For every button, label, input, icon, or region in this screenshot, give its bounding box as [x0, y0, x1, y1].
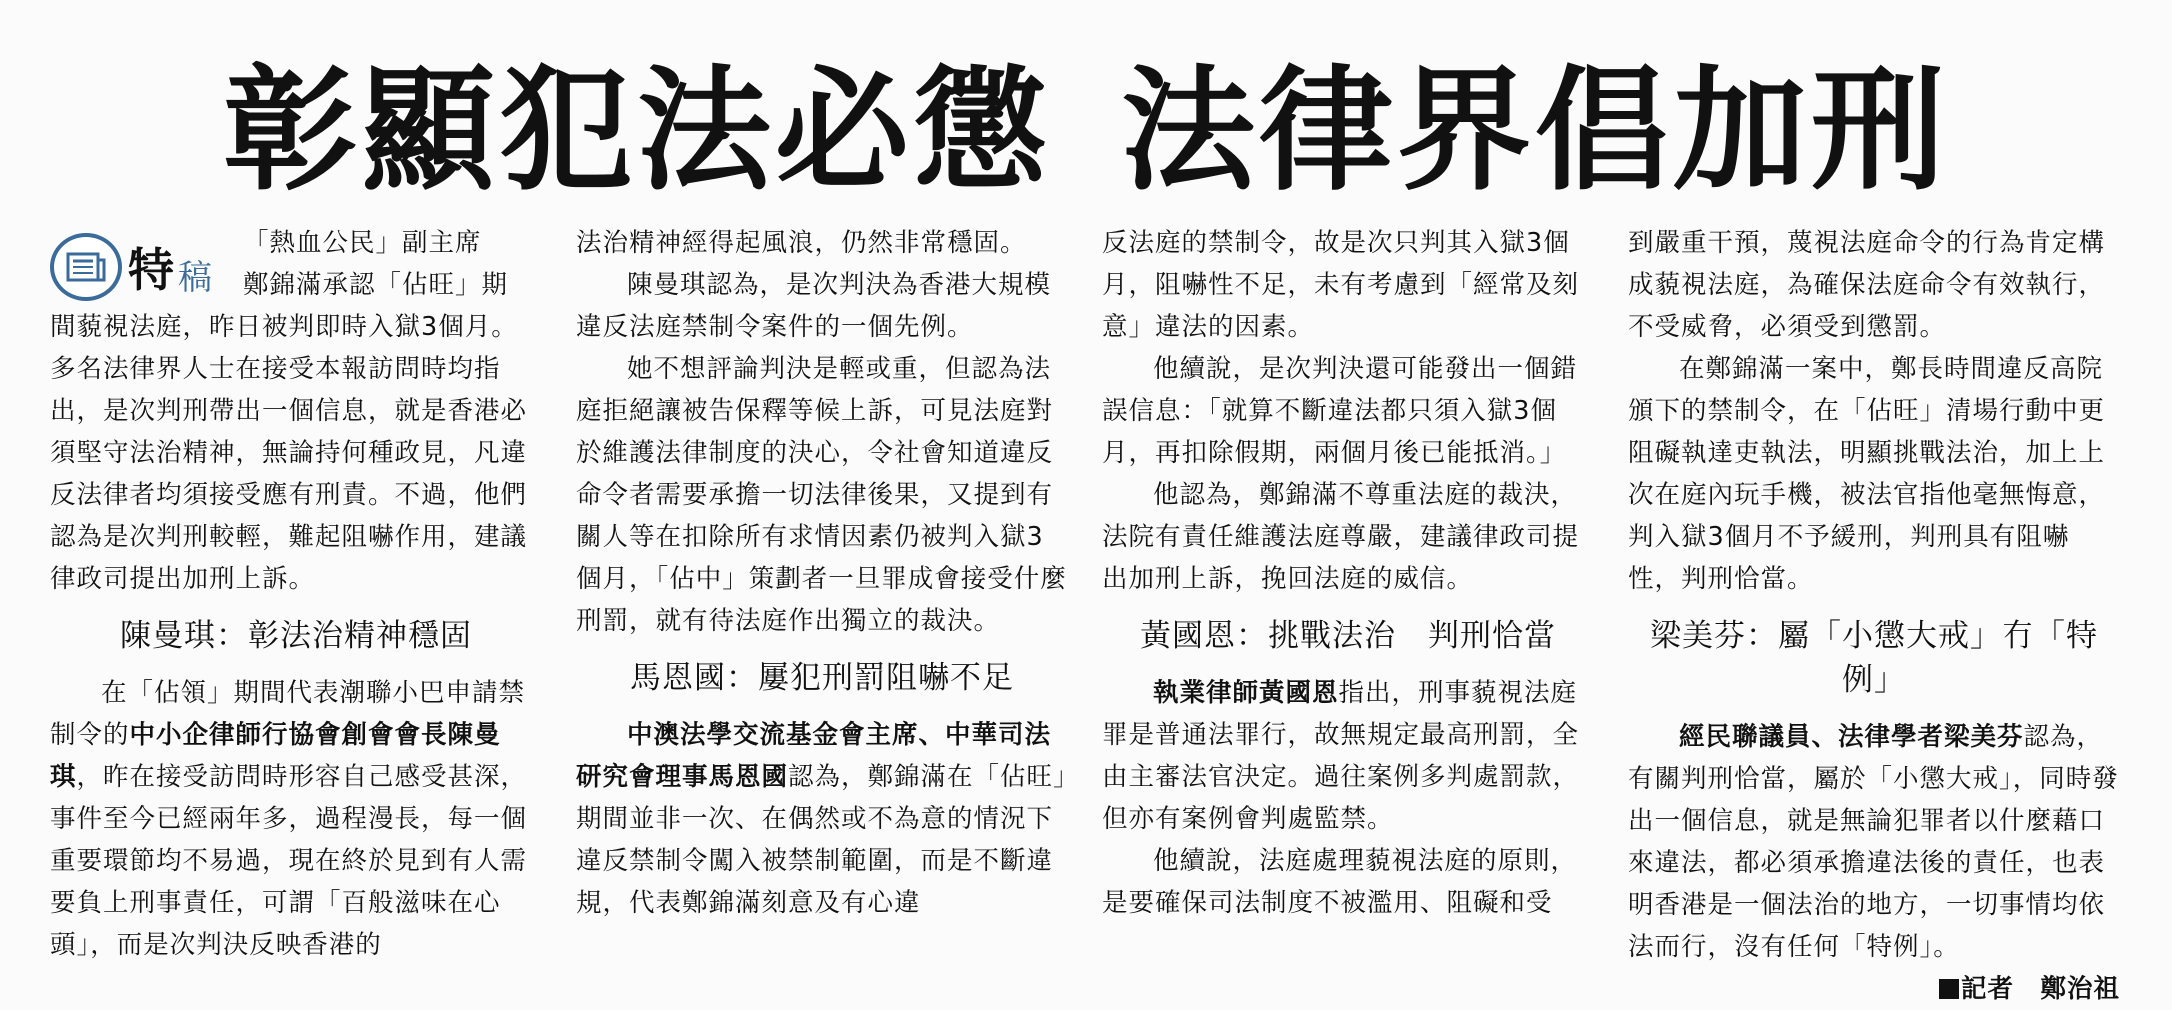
text: ，昨在接受訪問時形容自己感受甚深，事件至今已經兩年多，過程漫長，每一個重要環節均不易過，現在終於見到有人需要負上刑事責任，可謂「百般滋味在心頭」，而是次判決反映香港的	[50, 762, 528, 960]
paragraph	[50, 672, 542, 966]
paragraph	[1628, 716, 2120, 968]
subheading: 梁美芬：屬「小懲大戒」冇「特例」	[1650, 618, 2098, 698]
paragraph: 在鄭錦滿一案中，鄭長時間違反高院頒下的禁制令，在「佔旺」清場行動中更阻礙執達吏執法，明顯挑戰法治，加上上次在庭內玩手機，被法官指他毫無悔意，判入獄3個月不予緩刑，判刑具有阻嚇性，判刑恰當。	[1628, 354, 2106, 594]
text: 認為，有關判刑恰當，屬於「小懲大戒」，同時發出一個信息，就是無論犯罪者以什麼藉口來違法，都必須承擔違法後的責任，也表明香港是一個法治的地方，一切事情均依法而行，沒有任何「特例」。	[1628, 722, 2119, 962]
paragraph	[576, 714, 1068, 924]
headline	[0, 40, 2172, 220]
byline	[1628, 968, 2120, 1010]
person-name: 經民聯議員、法律學者梁美芬	[1679, 722, 2024, 752]
headline-part1: 彰顯犯法必懲	[222, 51, 1051, 209]
person-name: 執業律師黃國恩	[1153, 678, 1339, 708]
lead-line-2: 鄭錦滿承認「佔旺」期	[243, 270, 509, 300]
column-1	[50, 222, 542, 966]
person-name: 中澳法學交流基金會主席、中華司法研究會理事馬恩國	[576, 720, 1052, 792]
paragraph: 法治精神經得起風浪，仍然非常穩固。	[576, 228, 1027, 258]
column-2	[576, 222, 1068, 924]
subheading: 黃國恩：挑戰法治 判刑恰當	[1140, 618, 1556, 654]
paragraph: 她不想評論判決是輕或重，但認為法庭拒絕讓被告保釋等候上訴，可見法庭對於維護法律制度的決心，令社會知道違反命令者需要承擔一切法律後果，又提到有關人等在扣除所有求情因素仍被判入獄3個月，「佔中」策劃者一旦罪成會接受什麼刑罰，就有待法庭作出獨立的裁決。	[576, 354, 1067, 636]
paragraph: 間藐視法庭，昨日被判即時入獄3個月。多名法律界人士在接受本報訪問時均指出，是次判刑帶出一個信息，就是香港必須堅守法治精神，無論持何種政見，凡違反法律者均須接受應有刑責。不過，他們認為是次判刑較輕，難起阻嚇作用，建議律政司提出加刑上訴。	[50, 312, 528, 594]
column-4	[1628, 222, 2120, 1010]
column-3	[1102, 222, 1594, 924]
paragraph: 反法庭的禁制令，故是次只判其入獄3個月，阻嚇性不足，未有考慮到「經常及刻意」違法的因素。	[1102, 228, 1580, 342]
paragraph: 他認為，鄭錦滿不尊重法庭的裁決，法院有責任維護法庭尊嚴，建議律政司提出加刑上訴，挽回法庭的威信。	[1102, 480, 1580, 594]
text: 認為，鄭錦滿在「佔旺」期間並非一次、在偶然或不為意的情況下違反禁制令闖入被禁制範圍，而是不斷違規，代表鄭錦滿刻意及有心違	[576, 762, 1067, 918]
paragraph: 他續說，法庭處理藐視法庭的原則，是要確保司法制度不被濫用、阻礙和受	[1102, 846, 1578, 918]
paragraph: 他續說，是次判決還可能發出一個錯誤信息：「就算不斷違法都只須入獄3個月，再扣除假期，兩個月後已能抵消。」	[1102, 354, 1578, 468]
subheading: 陳曼琪：彰法治精神穩固	[120, 618, 472, 654]
byline-text: 記者 鄭治祖	[1960, 974, 2120, 1004]
person-name: 中小企律師行協會創會會長陳曼琪	[50, 720, 501, 792]
lead-line-1: 「熱血公民」副主席	[243, 228, 482, 258]
tag-small: 稿	[178, 257, 212, 298]
headline-part2: 法律界倡加刑	[1121, 51, 1950, 209]
subheading: 馬恩國：屢犯刑罰阻嚇不足	[630, 660, 1014, 696]
text: 指出，刑事藐視法庭罪是普通法罪行，故無規定最高刑罰，全由主審法官決定。過往案例多判處罰款，但亦有案例會判處監禁。	[1102, 678, 1580, 834]
text: 在「佔領」期間代表潮聯小巴申請禁制令的	[50, 678, 526, 750]
tag-big: 特	[128, 243, 174, 297]
paragraph: 到嚴重干預，蔑視法庭命令的行為肯定構成藐視法庭，為確保法庭命令有效執行，不受威脅，必須受到懲罰。	[1628, 228, 2106, 342]
paragraph: 陳曼琪認為，是次判決為香港大規模違反法庭禁制令案件的一個先例。	[576, 270, 1052, 342]
square-icon	[1939, 979, 1959, 999]
paragraph	[1102, 672, 1594, 840]
